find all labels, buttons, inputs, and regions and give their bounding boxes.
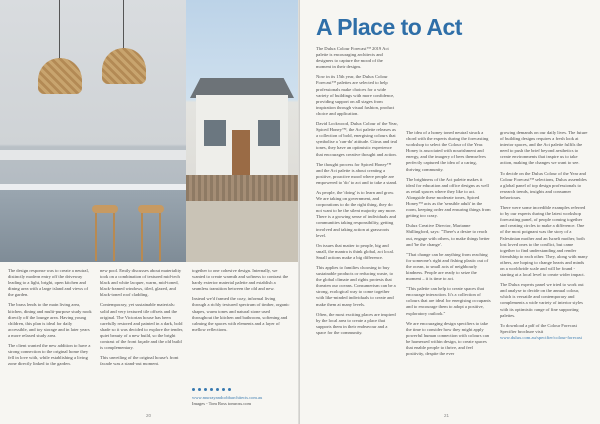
paragraph: There were some incredible examples referred to by our experts during the latest workshop forecasting panel, of people coming together and creating circles to make a difference. One of the most poignant was the story of a Palestinian mother and an Israeli mother, both lost loved ones to the conflict, but came together to find understanding and render friendship to each other. They, along with many others, are hoping to change hearts and minds on a worldwide scale and will be found - starting at a local level to create wider impact. (500, 205, 588, 278)
paragraph: Instead we'd framed the cozy, informal living through a richly textured spectrum of timber, organic shapes, warm tones and natural stone used throughout the kitchen and bathroom, softening and calming the spaces with elements and a layer of mellow reflections. (192, 296, 290, 332)
page-number: 20 (146, 413, 152, 418)
paragraph: together to one cohesive design. Internally, we wanted to create warmth and softness to contrast the hardy exterior material palette and establish a seamless transition between the old and new. (192, 268, 289, 292)
download-prompt: To download a pdf of the Colour Forecast Specifier brochure visit (500, 322, 577, 334)
left-column-3 (192, 268, 290, 337)
paragraph: The idea of a honey toned neutral struck a chord with the experts during the forecasting workshop to select the Colour of the Year. Honey is associated with nourishment and energy, and the imagery of bees themselves perfectly captured the idea of a caring, thriving community. (406, 130, 489, 172)
paragraph: The thought process for Spiced Honey™ and the Act palette is about creating a positive, proactive mood where people are empowered to 'do' to act and to take a stand. (316, 161, 398, 185)
paragraph: On issues that matter to people, big and small, the mantra is think global, act local. Small actions make a big difference. (316, 242, 395, 260)
image-credit: Images - Tom Ross tomross.com (192, 401, 251, 406)
pendant-shade (38, 58, 82, 94)
paragraph: To decide on the Dulux Colour of the Year and Colour Forecast™ selections, Dulux assembles a global panel of top design professionals to research trends, insights and consumer behaviours. (500, 170, 587, 200)
paragraph: The brightness of the Act palette makes it ideal for education and office designs as well as retail spaces where they like to act. Alongside these moderate tones, Spiced Honey™ acts as the 'sensible adult' in the room, keeping order and ensuring things from getting too crazy. (406, 176, 491, 219)
house-exterior-photo (186, 0, 298, 262)
photo-caption (192, 395, 292, 407)
paragraph: "This palette can help to create spaces that encourage interaction. It's a collection of colours that are ideal for energising occupants and to encourage them to adopt a positive, exploratory outlook." (406, 286, 491, 316)
architect-link[interactable]: www.murrayandcobbarchitects.com.au (192, 395, 263, 400)
paragraph: "That change can be anything from reaching for someone's right and fishing plastic out of the ocean, to small acts of neighbourly kindness. People are ready to seize the moment – it is time to act. (406, 251, 489, 282)
paragraph: As people, the 'doing' is to learn and grow. We are taking on government, and corporations to do the right thing, they do not want to be the silent majority any more. There is a growing sense of individuals and communities taking responsibility, getting involved and taking action at grassroots level. (316, 189, 397, 238)
house-window (258, 120, 280, 146)
paragraph: We are encouraging design specifiers to take the time to consider how they might apply powerful human connection with colours can be harnessed within design, to create spaces that enable people to thrive, and feel positivity, despite the ever (406, 320, 490, 357)
wall-band (0, 150, 186, 160)
right-column-3 (500, 130, 588, 345)
paragraph: The brass lends to the main living area, kitchen, dining and multi-purpose study nook directly off the lounge area. Having young children, this plan is ideal for daily accessible, and toy storage and in later years a more relaxed study area. (8, 302, 92, 338)
paragraph: The Dulux Colour Forecast™ 2019 Act palette is encouraging architects and designers to capture the mood of the moment in their designs. (316, 46, 389, 70)
paragraph: Now in its 15th year, the Dulux Colour Forecast™ palettes are selected to help professionals make choices for a wide variety of buildings with more confidence, providing support on all stages from inspiration through visual fashion, product choice and application. (316, 74, 395, 116)
article-title: A Place to Act (316, 14, 462, 40)
paragraph: This unveiling of the original house's front facade was a stand-out moment. (100, 355, 179, 367)
paragraph: Often, the most exciting places are inspired by the local area to create a place that supports them in their endeavour and a space for the community. (316, 311, 396, 335)
front-yard (186, 201, 298, 262)
paragraph: Dulux Creative Director, Marianne Shillingford, says: "There's a desire to reach out, engage with others, to make things better and 'be the change'. (406, 223, 490, 247)
pendant-cord (123, 0, 124, 50)
paragraph: new pool. Emily discusses about materiality took on a combination of textured mid-tech black and white lacquer, warm, mid-toned, black-framed windows, tiled, glazed, and black-toned roof cladding. (100, 268, 182, 298)
house-door (232, 130, 250, 175)
paragraph: The client wanted the new addition to have a strong connection to the original home they fell in love with, while establishing a living zone directly linked to the garden. (8, 343, 91, 367)
paragraph: This applies to families choosing to buy sustainable products or reducing waste, to the global climate and rights protests that threaten our oceans. Consumerism can be a strong, ecological way to come together with like-minded individuals to create and make them at many levels. (316, 265, 396, 307)
paragraph: growing demands on our daily lives. The future of building designs requires a fresh look at interior spaces, and the Act palette fulfils the need to push the brief beyond aesthetics to create environments that inspire us to take action, making the changes we want to see. (500, 130, 588, 166)
right-column-1 (316, 46, 398, 340)
paragraph: Contemporary, yet sustainable materials: solid and very textured tile offsets and the original. The Victorian house has been carefully restored and painted in a dark, bold shade so it was decided to explore the tender, quiet beauty of a new build, so the bright contrast of the front façade and the old build is complementary. (100, 302, 184, 351)
right-column-2 (406, 130, 492, 361)
paragraph: The Dulux experts panel we tried to work out and analyse to decide on the annual colour, which is versatile and contemporary and complements a wide variety of interior styles with its optimistic range of fine supporting palettes. (500, 282, 584, 318)
kitchen-photo (0, 0, 186, 262)
paragraph: The design response was to create a neutral, distinctly modern entry off the driveway leading to a light, bright, open kitchen and dining area with a large island and views of the garden. (8, 268, 89, 298)
left-column-1 (8, 268, 92, 371)
pendant-shade (102, 48, 146, 84)
paragraph: David Lockwood, Dulux Colour of the Year, Spiced Honey™, the Act palette releases as a collection of bold, energising colours that symbolise a 'can-do' attitude. Citrus and teal tones, they have an optimistic experience that encourages creative thought and action. (316, 121, 398, 157)
download-link[interactable]: www.dulux.com.au/specifier/colour-forecast (500, 334, 582, 340)
right-page (300, 0, 600, 424)
pendant-cord (59, 0, 60, 60)
house-window (204, 120, 226, 146)
left-column-2 (100, 268, 184, 371)
decorative-dots (192, 388, 231, 391)
page-number: 21 (444, 413, 450, 418)
timber-fence (186, 175, 298, 201)
